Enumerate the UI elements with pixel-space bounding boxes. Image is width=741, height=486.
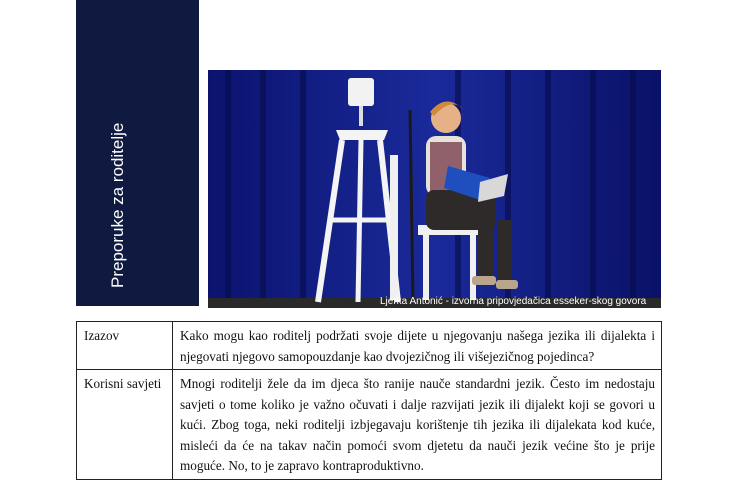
- storyteller-photo: [208, 70, 661, 308]
- row-label: Izazov: [77, 322, 173, 370]
- side-band: [76, 0, 199, 306]
- table-row: [77, 370, 662, 480]
- photo-caption: Ljerka Antonić - izvorna pripovjedačica esseker-skog govora: [380, 296, 647, 307]
- table-row: [77, 322, 662, 370]
- row-text: Mnogi roditelji žele da im djeca što ranije nauče standardni jezik. Često im nedostaju savjeti o tome koliko je važno očuvati i dalje razvijati jezik ili dijalekt koji se govori u kući. Zbog toga, neki roditelji izbjegavaju korištenje tih jezika ili dijalekata kod kuće, misleći da će na takav način pomoći svom djetetu da nauči jezik većine što je prije moguće. No, to je zapravo kontraproduktivno.: [173, 370, 662, 480]
- side-title: Preporuke za roditelje: [108, 122, 127, 288]
- row-label: Korisni savjeti: [77, 370, 173, 480]
- advice-table: [76, 321, 662, 480]
- row-text: Kako mogu kao roditelj podržati svoje dijete u njegovanju našega jezika ili dijalekta i njegovati njegovo samopouzdanje kao dvojezičnog ili višejezičnog pojedinca?: [173, 322, 662, 370]
